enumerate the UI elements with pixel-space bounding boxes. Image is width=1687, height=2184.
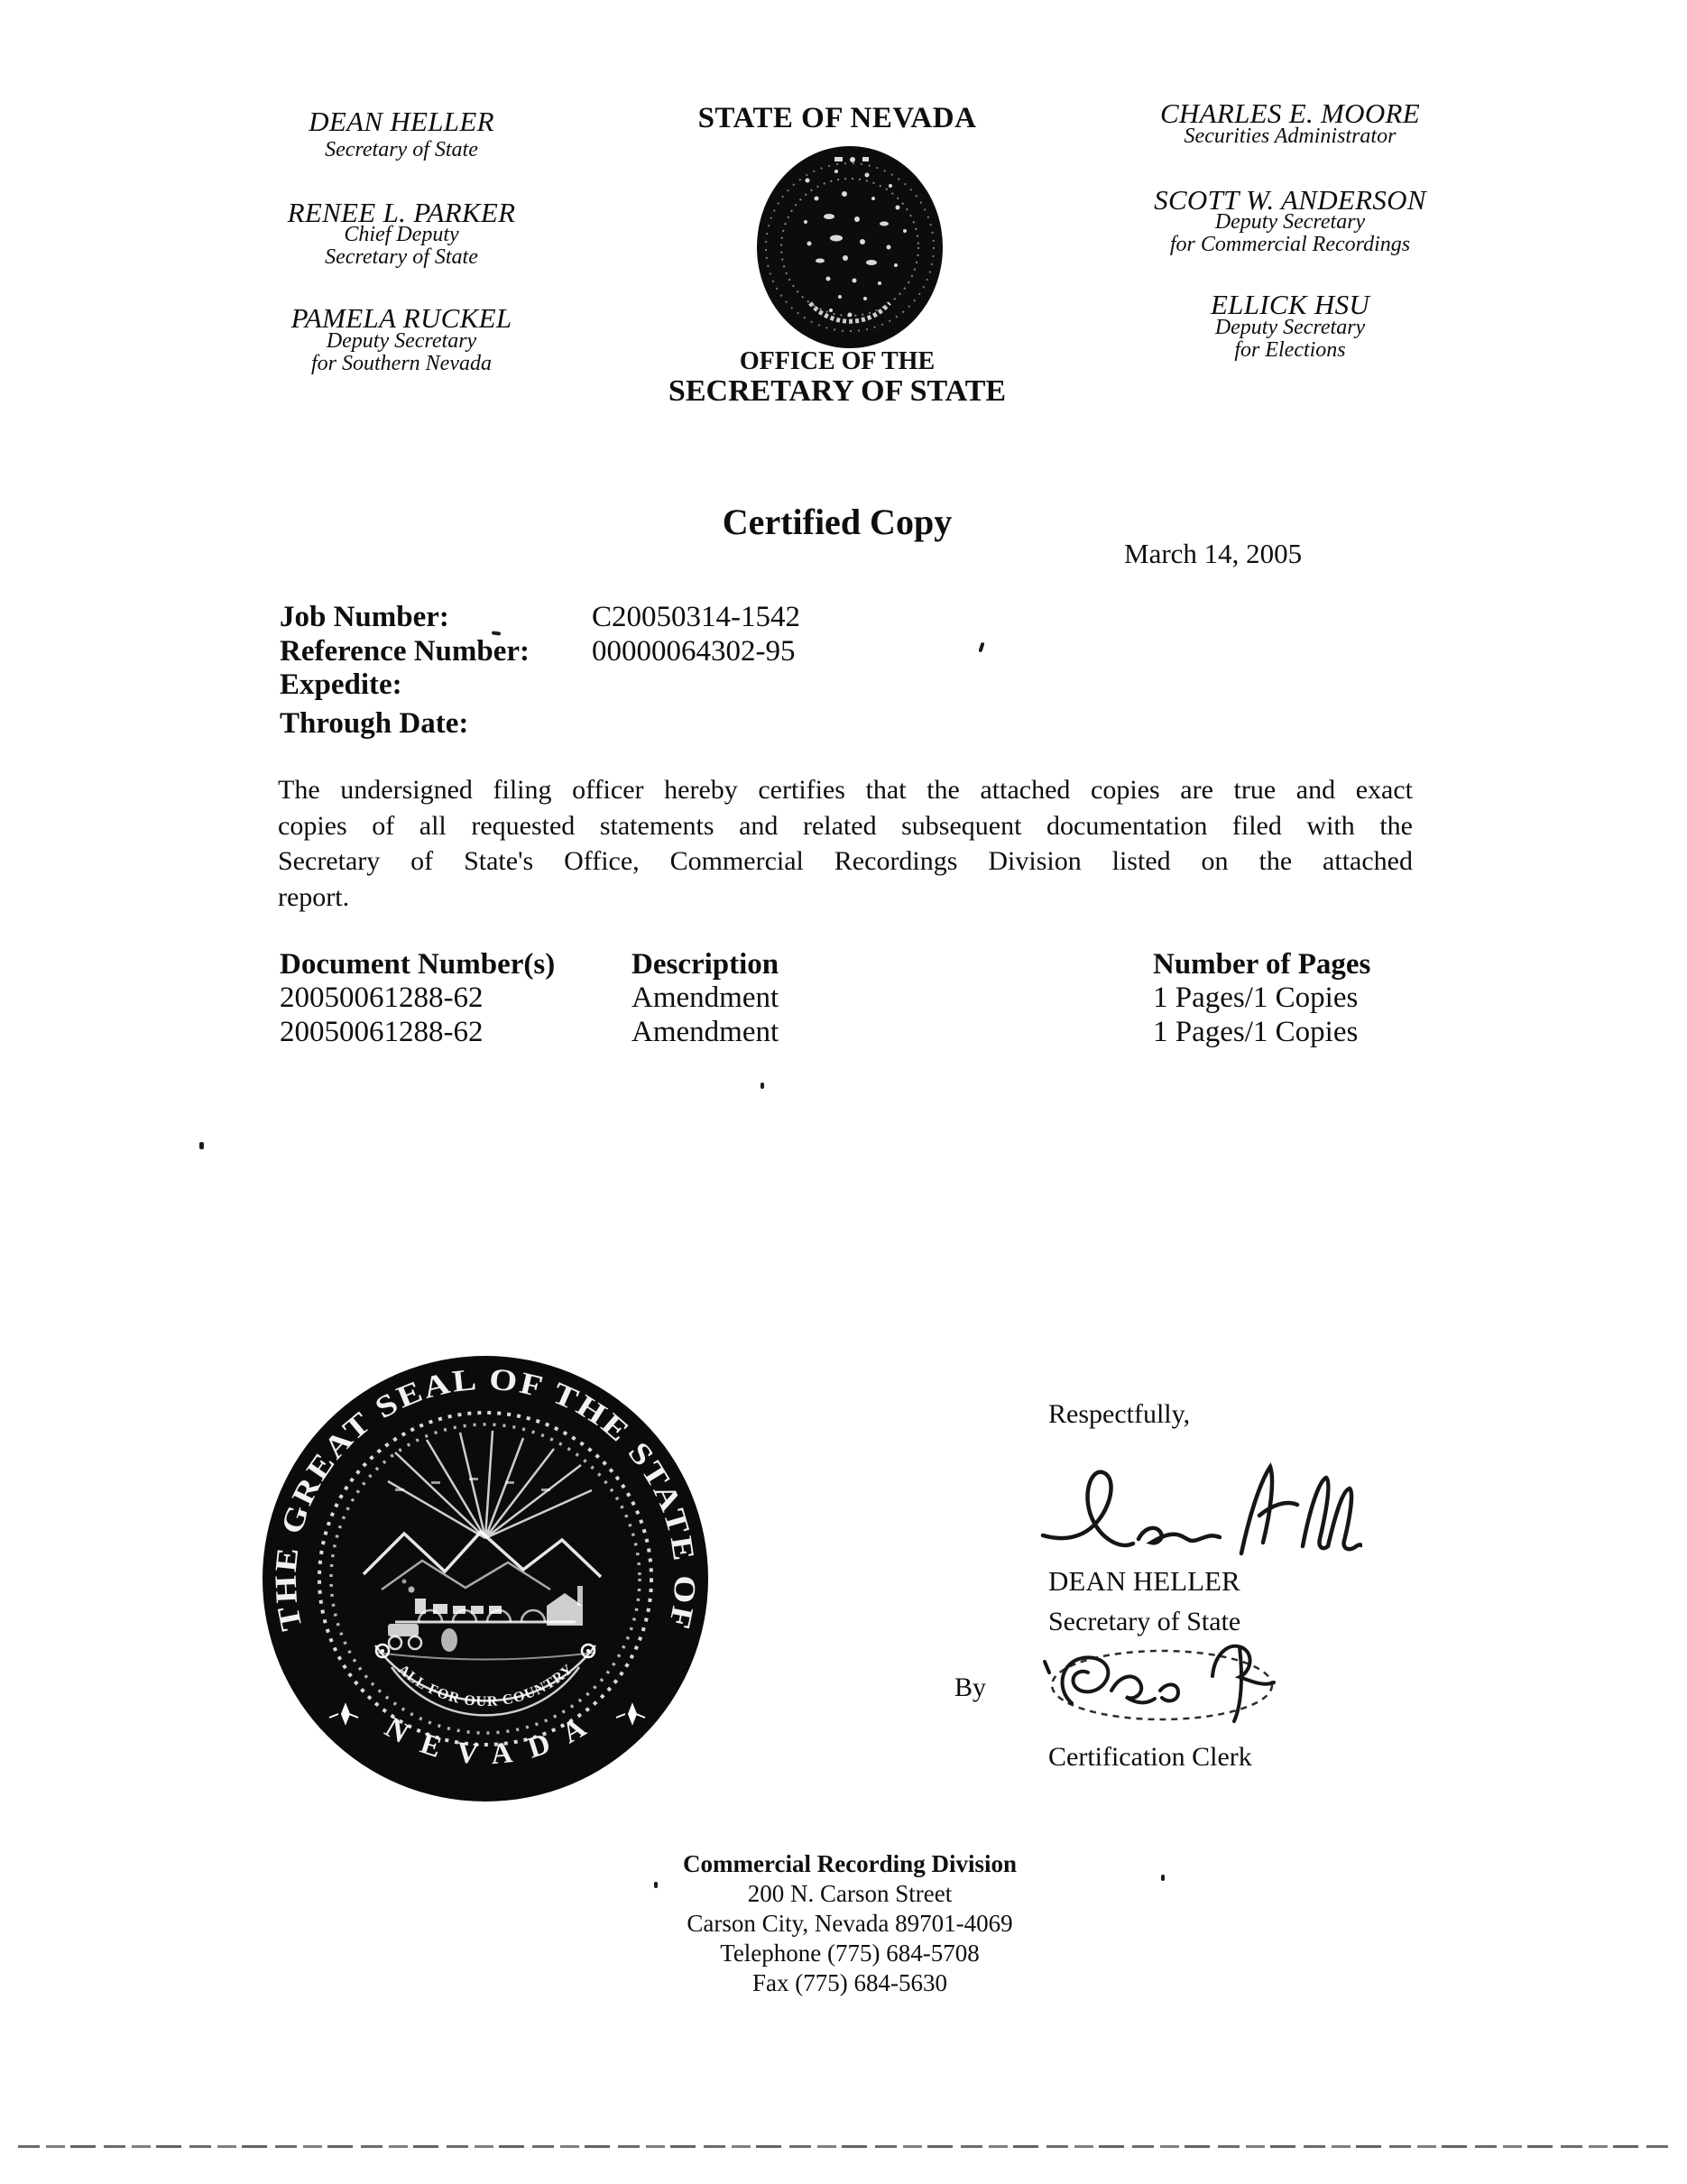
official-title: for Commercial Recordings [1169, 233, 1411, 256]
footer-phone: Telephone (775) 684-5708 [720, 1940, 980, 1967]
signer-name: DEAN HELLER [1048, 1565, 1240, 1597]
footer-city: Carson City, Nevada 89701-4069 [687, 1910, 1013, 1937]
field-label: Job Number: [280, 601, 449, 633]
footer-street: 200 N. Carson Street [747, 1880, 953, 1907]
official-title: for Elections [1234, 338, 1346, 362]
footer-fax: Fax (775) 684-5630 [752, 1969, 947, 1996]
official-title: Chief Deputy [344, 223, 459, 246]
field-value: C20050314-1542 [592, 601, 800, 633]
table-header: Document Number(s) [280, 948, 556, 981]
field-label: Expedite: [280, 668, 402, 701]
clerk-title: Certification Clerk [1048, 1742, 1252, 1772]
table-cell: 1 Pages/1 Copies [1153, 981, 1359, 1014]
clerk-signature [1036, 1635, 1288, 1736]
salutation: Respectfully, [1048, 1399, 1191, 1429]
scan-speck [1161, 1875, 1165, 1881]
official-title: for Southern Nevada [311, 352, 492, 375]
document-title: Certified Copy [722, 502, 953, 542]
field-label: Reference Number: [280, 635, 530, 668]
official-name: ELLICK HSU [1210, 289, 1370, 320]
state-title: STATE OF NEVADA [697, 102, 977, 134]
official-title: Secretary of State [325, 138, 478, 161]
office-line1: OFFICE OF THE [739, 347, 936, 375]
scan-speck [978, 642, 984, 653]
field-label: Through Date: [280, 707, 469, 740]
official-title: Securities Administrator [1184, 124, 1397, 148]
seal-ring-text: THE GREAT SEAL OF THE STATE OF [269, 1362, 702, 1634]
table-cell: 1 Pages/1 Copies [1153, 1016, 1359, 1048]
by-label: By [954, 1673, 987, 1702]
table-header: Description [631, 948, 779, 981]
official-name: PAMELA RUCKEL [290, 302, 512, 334]
field-value: 00000064302-95 [592, 635, 796, 668]
certification-line: copies of all requested statements and related subsequent documentation filed with the [278, 810, 1413, 841]
certification-line: Secretary of State's Office, Commercial Recordings Division listed on the attached [278, 846, 1413, 876]
table-header: Number of Pages [1153, 948, 1371, 981]
official-name: DEAN HELLER [309, 106, 494, 137]
certification-paragraph [278, 776, 1413, 918]
seal-motto-text: ALL FOR OUR COUNTRY [394, 1662, 576, 1710]
seal-bottom-text: NEVADA [379, 1710, 592, 1772]
scan-speck [761, 1083, 764, 1089]
table-cell: 20050061288-62 [280, 1016, 484, 1048]
table-cell: 20050061288-62 [280, 981, 484, 1014]
official-name: SCOTT W. ANDERSON [1154, 184, 1426, 216]
page-bottom-scan-line [18, 2145, 1669, 2148]
table-cell: Amendment [631, 1016, 779, 1048]
official-title: Secretary of State [325, 245, 478, 269]
certification-line: report. [278, 881, 350, 912]
nevada-state-seal-icon [753, 143, 947, 352]
official-title: Deputy Secretary [1214, 210, 1366, 234]
signer-title: Secretary of State [1048, 1607, 1241, 1636]
certification-line: The undersigned filing officer hereby certifies that the attached copies are true and exact [278, 775, 1413, 805]
official-title: Deputy Secretary [1214, 316, 1366, 339]
document-date: March 14, 2005 [1124, 538, 1303, 569]
great-seal-of-nevada [260, 1353, 711, 1804]
official-name: RENEE L. PARKER [287, 197, 516, 228]
official-name: CHARLES E. MOORE [1159, 97, 1421, 129]
office-line2: SECRETARY OF STATE [668, 374, 1007, 408]
scan-speck [654, 1882, 658, 1888]
scan-speck [199, 1142, 204, 1149]
table-cell: Amendment [631, 981, 779, 1014]
footer-division: Commercial Recording Division [683, 1850, 1017, 1877]
official-title: Deputy Secretary [326, 329, 477, 353]
